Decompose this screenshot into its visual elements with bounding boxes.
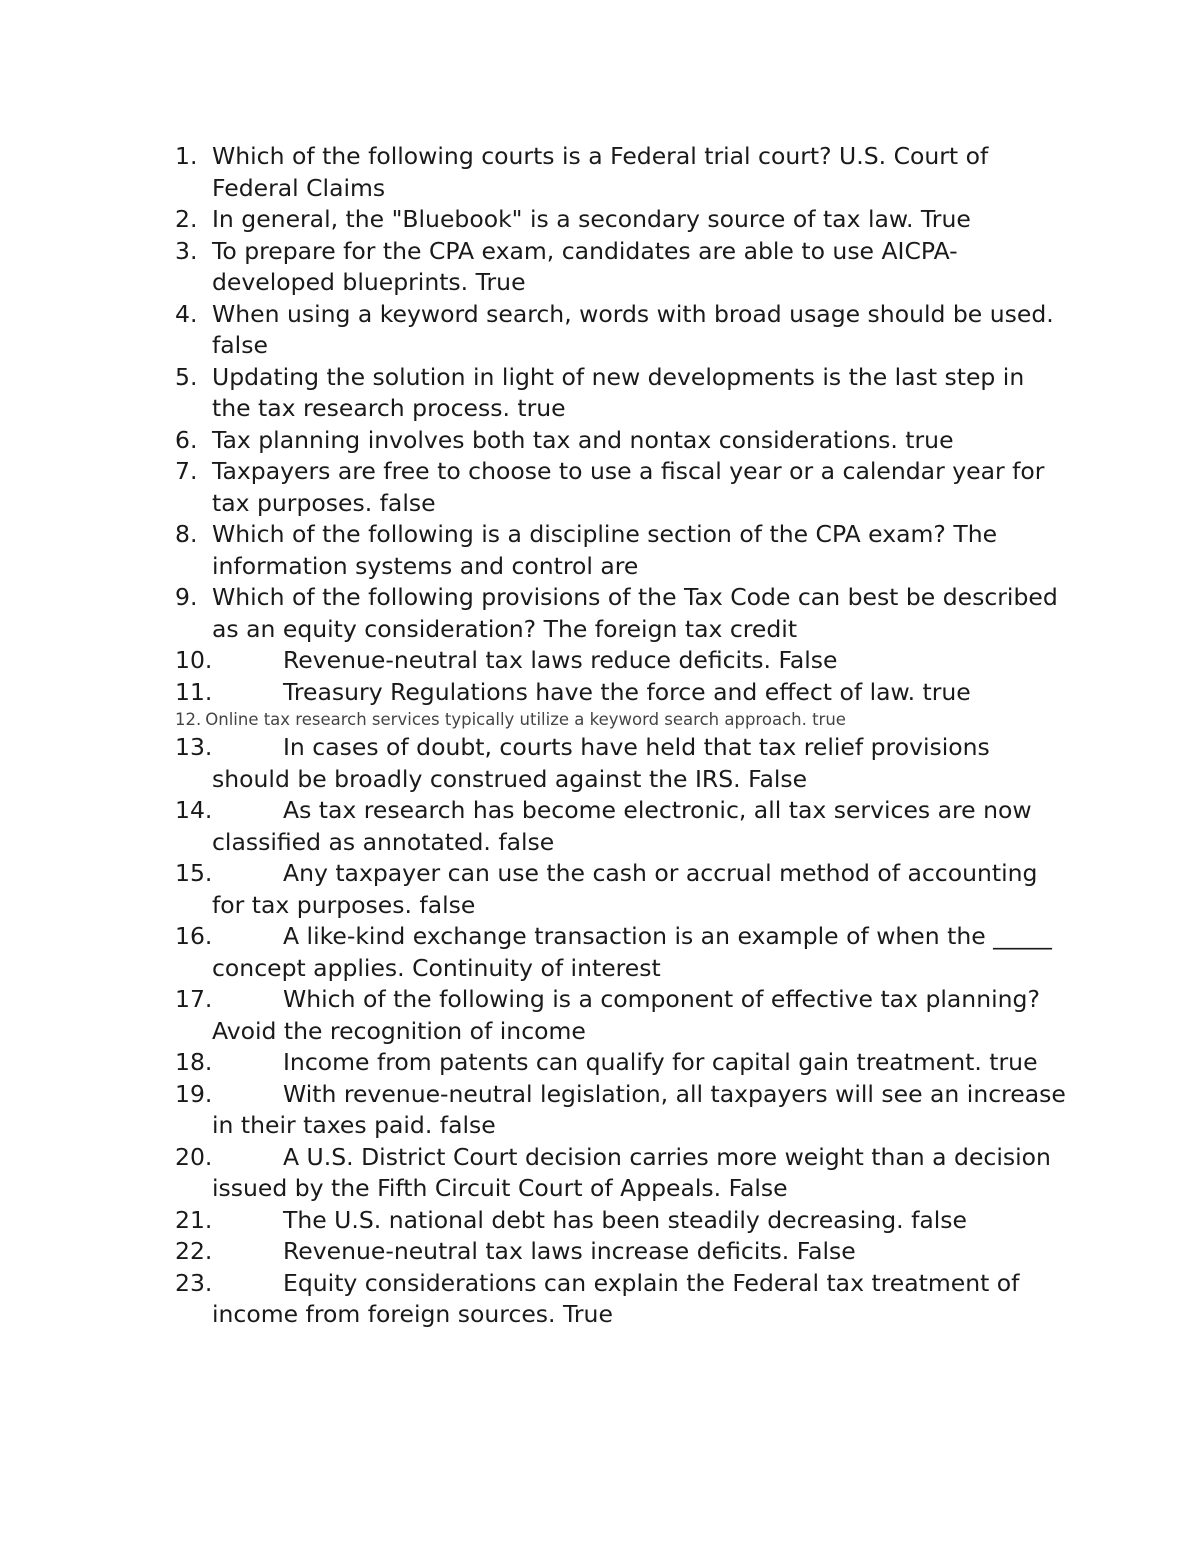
- question-number: 18.: [175, 1048, 213, 1076]
- question-number: 20.: [175, 1142, 213, 1171]
- question-number: 16.: [175, 922, 213, 950]
- question-text: Treasury Regulations have the force and effect of law. true: [283, 677, 971, 706]
- question-number: 15.: [175, 859, 213, 887]
- question-text: With revenue-neutral legislation, all taxpayers will see an increase in their taxes paid. false: [212, 1079, 1066, 1139]
- question-number: 21.: [175, 1205, 213, 1234]
- question-list: [175, 141, 1070, 1331]
- question-item: [175, 236, 1070, 299]
- question-text: Revenue-neutral tax laws reduce deficits. False: [283, 646, 838, 674]
- question-item: [175, 858, 1070, 921]
- question-item: [175, 425, 1070, 457]
- question-text: In cases of doubt, courts have held that tax relief provisions should be broadly construed against the IRS. False: [212, 733, 990, 793]
- question-text: When using a keyword search, words with broad usage should be used. false: [212, 299, 1054, 359]
- question-item: [175, 299, 1070, 362]
- question-number: 3.: [175, 236, 198, 265]
- question-text: The U.S. national debt has been steadily decreasing. false: [283, 1205, 967, 1234]
- question-item: [175, 582, 1070, 645]
- question-number: 10.: [175, 646, 213, 674]
- question-text: Any taxpayer can use the cash or accrual method of accounting for tax purposes. false: [212, 859, 1038, 919]
- question-item: [175, 1205, 1070, 1237]
- question-item: [175, 141, 1070, 204]
- question-item: [175, 708, 1070, 732]
- question-text: A U.S. District Court decision carries more weight than a decision issued by the Fifth Circuit Court of Appeals. False: [212, 1142, 1051, 1202]
- question-item: [175, 1079, 1070, 1142]
- question-text: Which of the following is a discipline section of the CPA exam? The information systems and control are: [212, 520, 998, 580]
- question-text: Revenue-neutral tax laws increase deficits. False: [283, 1237, 856, 1265]
- question-text: Taxpayers are free to choose to use a fiscal year or a calendar year for tax purposes. false: [212, 457, 1045, 517]
- question-number: 4.: [175, 299, 198, 328]
- question-number: 11.: [175, 677, 213, 706]
- question-number: 17.: [175, 985, 213, 1013]
- question-text: A like-kind exchange transaction is an example of when the _____ concept applies. Continuity of interest: [212, 922, 1052, 982]
- question-number: 23.: [175, 1268, 213, 1297]
- question-item: [175, 362, 1070, 425]
- question-number: 22.: [175, 1237, 213, 1265]
- question-item: [175, 1142, 1070, 1205]
- question-text: Online tax research services typically utilize a keyword search approach. true: [205, 710, 846, 729]
- question-text: Updating the solution in light of new developments is the last step in the tax research process. true: [212, 362, 1025, 422]
- question-text: Income from patents can qualify for capital gain treatment. true: [283, 1048, 1038, 1076]
- question-number: 19.: [175, 1079, 213, 1108]
- question-text: In general, the "Bluebook" is a secondary source of tax law. True: [212, 205, 971, 233]
- question-number: 7.: [175, 457, 198, 485]
- question-text: Which of the following courts is a Federal trial court? U.S. Court of Federal Claims: [212, 142, 989, 202]
- question-number: 8.: [175, 520, 198, 548]
- question-number: 1.: [175, 142, 198, 170]
- question-item: [175, 732, 1070, 795]
- question-number: 9.: [175, 583, 198, 611]
- question-item: [175, 1236, 1070, 1268]
- question-text: As tax research has become electronic, all tax services are now classified as annotated. false: [212, 796, 1032, 856]
- question-number: 12.: [175, 710, 202, 729]
- question-item: [175, 645, 1070, 677]
- question-item: [175, 795, 1070, 858]
- question-item: [175, 456, 1070, 519]
- question-item: [175, 1047, 1070, 1079]
- question-text: Which of the following provisions of the Tax Code can best be described as an equity consideration? The foreign tax credit: [212, 583, 1058, 643]
- question-number: 2.: [175, 205, 198, 233]
- question-number: 14.: [175, 796, 213, 824]
- question-item: [175, 921, 1070, 984]
- question-item: [175, 984, 1070, 1047]
- question-item: [175, 519, 1070, 582]
- question-text: To prepare for the CPA exam, candidates are able to use AICPA-developed blueprints. True: [212, 236, 958, 296]
- question-text: Which of the following is a component of effective tax planning? Avoid the recognition of income: [212, 985, 1040, 1045]
- question-item: [175, 677, 1070, 709]
- question-text: Tax planning involves both tax and nontax considerations. true: [212, 425, 954, 454]
- question-number: 13.: [175, 733, 213, 761]
- question-item: [175, 204, 1070, 236]
- question-text: Equity considerations can explain the Federal tax treatment of income from foreign sources. True: [212, 1268, 1020, 1328]
- question-number: 6.: [175, 425, 198, 454]
- question-item: [175, 1268, 1070, 1331]
- question-number: 5.: [175, 362, 198, 391]
